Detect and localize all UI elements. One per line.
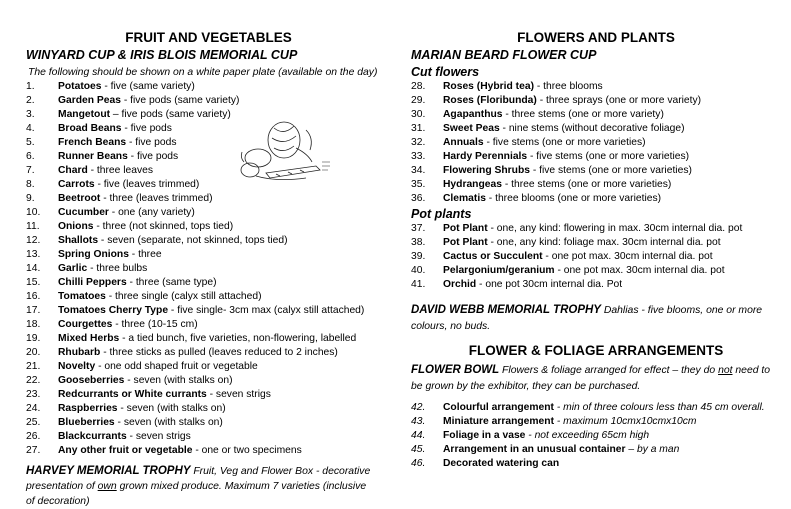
item-text (443, 178, 671, 192)
item-number: 7. (26, 165, 35, 176)
item-text (58, 192, 213, 206)
item-description: - not exceeding 65cm high (525, 430, 650, 441)
list-item (26, 136, 391, 150)
item-number: 6. (26, 151, 35, 162)
item-number: 23. (26, 389, 41, 400)
item-text (58, 80, 195, 94)
item-label: Mixed Herbs (58, 333, 120, 344)
item-label: Annuals (443, 137, 484, 148)
item-label: Potatoes (58, 81, 102, 92)
item-number: 35. (411, 179, 426, 190)
item-text (443, 136, 646, 150)
list-item (26, 318, 391, 332)
item-description: - one or two specimens (192, 445, 302, 456)
list-item (26, 164, 391, 178)
item-description: – five pods (same variety) (110, 109, 231, 120)
item-label: Any other fruit or vegetable (58, 445, 193, 456)
item-label: Cactus or Succulent (443, 251, 543, 262)
item-label: Runner Beans (58, 151, 128, 162)
arrangements-title: FLOWER & FOLIAGE ARRANGEMENTS (468, 343, 724, 358)
item-number: 39. (411, 251, 426, 262)
item-label: Hydrangeas (443, 179, 502, 190)
vegetable-basket-sketch-icon (236, 118, 334, 184)
item-number: 44. (411, 430, 426, 441)
david-webb-trophy-title: DAVID WEBB MEMORIAL TROPHY (411, 304, 601, 316)
item-description: - three (leaves trimmed) (100, 193, 213, 204)
item-description: - five stems (one or more varieties) (483, 137, 646, 148)
list-item (26, 276, 391, 290)
item-number: 19. (26, 333, 41, 344)
item-label: Novelty (58, 361, 96, 372)
item-label: Gooseberries (58, 375, 125, 386)
item-text (443, 108, 664, 122)
list-item (411, 222, 781, 236)
item-label: Spring Onions (58, 249, 129, 260)
item-text (443, 415, 696, 429)
flower-bowl-title: FLOWER BOWL (411, 364, 500, 376)
item-number: 18. (26, 319, 41, 330)
item-number: 40. (411, 265, 426, 276)
item-description: - three single (calyx still attached) (105, 291, 262, 302)
item-label: Blueberries (58, 417, 115, 428)
flower-bowl-text-end: need to be grown by the exhibitor, they can be purchased. (411, 365, 771, 392)
list-item (26, 178, 391, 192)
harvey-trophy-text-end: grown mixed produce. Maximum 7 varieties (inclusive of decoration) (26, 481, 367, 507)
list-item (411, 457, 781, 471)
item-label: Pelargonium/geranium (443, 265, 555, 276)
item-description: - three blooms (534, 81, 603, 92)
item-number: 25. (26, 417, 41, 428)
item-number: 31. (411, 123, 426, 134)
list-item (411, 415, 781, 429)
item-description: - seven (with stalks on) (124, 375, 233, 386)
list-item (411, 250, 781, 264)
item-description: – by a man (625, 444, 680, 455)
item-number: 24. (26, 403, 41, 414)
item-description: - three leaves (87, 165, 153, 176)
item-label: Chilli Peppers (58, 277, 127, 288)
item-label: Redcurrants or White currants (58, 389, 207, 400)
item-text (58, 290, 262, 304)
list-item (26, 108, 391, 122)
list-item (26, 80, 391, 94)
list-item (26, 220, 391, 234)
list-item (411, 122, 781, 136)
item-label: Pot Plant (443, 223, 488, 234)
item-label: Rhubarb (58, 347, 101, 358)
item-number: 46. (411, 458, 426, 469)
list-item (411, 264, 781, 278)
item-label: Arrangement in an unusual container (443, 444, 626, 455)
item-description: - three (10-15 cm) (112, 319, 198, 330)
item-label: Roses (443, 81, 474, 92)
item-description: - one odd shaped fruit or vegetable (95, 361, 258, 372)
item-description: - maximum 10cmx10cmx10cm (554, 416, 697, 427)
item-number: 37. (411, 223, 426, 234)
item-text (443, 222, 742, 236)
item-label: Shallots (58, 235, 99, 246)
list-item (26, 304, 391, 318)
item-label: Agapanthus (443, 109, 503, 120)
item-label: Flowering Shrubs (443, 165, 530, 176)
item-description: - one (any variety) (108, 207, 195, 218)
item-text (58, 332, 356, 346)
item-text (58, 206, 195, 220)
fruit-veg-list (26, 80, 391, 458)
item-number: 41. (411, 279, 426, 290)
item-text (58, 360, 258, 374)
item-number: 3. (26, 109, 35, 120)
item-number: 8. (26, 179, 35, 190)
item-number: 5. (26, 137, 35, 148)
item-description: - nine stems (without decorative foliage) (499, 123, 685, 134)
item-text (58, 136, 176, 150)
item-label: Chard (58, 165, 88, 176)
item-description: - three stems (one or more varieties) (501, 179, 672, 190)
item-label: Decorated watering can (443, 458, 560, 469)
item-description: - three (not skinned, tops tied) (93, 221, 234, 232)
flower-bowl-underlined: not (718, 365, 733, 376)
item-number: 16. (26, 291, 41, 302)
item-label: Sweet Peas (443, 123, 500, 134)
item-text (443, 122, 685, 136)
item-text (58, 220, 233, 234)
item-description: - three (128, 249, 162, 260)
list-item (411, 401, 781, 415)
item-text (443, 443, 679, 457)
list-item (411, 192, 781, 206)
item-text (443, 150, 689, 164)
item-number: 42. (411, 402, 426, 413)
list-item (26, 192, 391, 206)
item-text (58, 444, 302, 458)
list-item (26, 332, 391, 346)
item-text (443, 164, 692, 178)
item-text (58, 150, 178, 164)
item-variety: Floribunda (480, 95, 534, 106)
item-text (58, 402, 226, 416)
item-description: - five stems (one or more varieties) (529, 165, 692, 176)
david-webb-trophy (411, 302, 766, 335)
item-text: Roses (Hybrid tea) - three blooms (443, 81, 603, 92)
item-description: - three stems (one or more variety) (502, 109, 664, 120)
item-text (58, 374, 233, 388)
item-description: - seven strigs (126, 431, 191, 442)
list-item (26, 150, 391, 164)
item-label: Carrots (58, 179, 95, 190)
item-text (58, 108, 231, 122)
item-label: Tomatoes (58, 291, 106, 302)
list-item (26, 234, 391, 248)
item-label: Cucumber (58, 207, 109, 218)
item-number: 21. (26, 361, 41, 372)
item-text (443, 192, 661, 206)
item-number: 11. (26, 221, 40, 232)
item-label: Raspberries (58, 403, 118, 414)
list-item (411, 80, 781, 94)
item-description: - seven (with stalks on) (114, 417, 223, 428)
item-label: Colourful arrangement (443, 402, 554, 413)
item-number: 9. (26, 193, 35, 204)
item-label: Miniature arrangement (443, 416, 555, 427)
item-label: Broad Beans (58, 123, 122, 134)
item-text (58, 248, 162, 262)
item-number: 17. (26, 305, 41, 316)
item-description: - five pods (121, 123, 172, 134)
item-description: - five pods (126, 137, 177, 148)
pot-plants-heading: Pot plants (411, 207, 472, 221)
flowers-plants-title: FLOWERS AND PLANTS (517, 30, 675, 45)
item-description: - three blooms (one or more varieties) (485, 193, 662, 204)
item-description: - one, any kind: foliage max. 30cm internal dia. pot (487, 237, 721, 248)
item-description: - seven (separate, not skinned, tops tied) (98, 235, 288, 246)
list-item (26, 388, 391, 402)
list-item (411, 94, 781, 108)
item-label: Pot Plant (443, 237, 488, 248)
cut-flowers-heading: Cut flowers (411, 65, 480, 79)
list-item (26, 430, 391, 444)
item-description: - a tied bunch, five varieties, non-flowering, labelled (119, 333, 357, 344)
list-item (411, 278, 781, 292)
item-number: 38. (411, 237, 426, 248)
item-number: 45. (411, 444, 426, 455)
item-description: - three (same type) (126, 277, 217, 288)
item-text (58, 234, 288, 248)
item-label: Tomatoes Cherry Type (58, 305, 169, 316)
item-number: 1. (26, 81, 35, 92)
item-label: Garden Peas (58, 95, 121, 106)
item-description: - seven (with stalks on) (117, 403, 226, 414)
item-text (58, 304, 364, 318)
item-description: - one pot max. 30cm internal dia. pot (554, 265, 725, 276)
item-label: French Beans (58, 137, 127, 148)
item-variety: Hybrid tea (480, 81, 531, 92)
item-number: 29. (411, 95, 426, 106)
item-number: 4. (26, 123, 35, 134)
pot-plants-list (411, 222, 781, 292)
item-number: 10. (26, 207, 41, 218)
item-text (443, 250, 713, 264)
item-description: - five (same variety) (101, 81, 195, 92)
list-item (411, 236, 781, 250)
list-item (26, 290, 391, 304)
fruit-veg-column (26, 0, 391, 509)
item-text (443, 401, 765, 415)
item-label: Courgettes (58, 319, 113, 330)
item-text (443, 429, 649, 443)
item-number: 27. (26, 445, 41, 456)
list-item (26, 262, 391, 276)
list-item (411, 178, 781, 192)
item-text (58, 430, 191, 444)
item-text (58, 276, 217, 290)
item-text (58, 122, 172, 136)
item-description: - five pods (same variety) (120, 95, 240, 106)
item-number: 20. (26, 347, 41, 358)
item-text (443, 278, 622, 292)
item-number: 32. (411, 137, 426, 148)
winyard-cup-title: WINYARD CUP & IRIS BLOIS MEMORIAL CUP (26, 48, 298, 62)
list-item (26, 444, 391, 458)
item-number: 30. (411, 109, 426, 120)
harvey-trophy-text: Fruit, Veg and Flower Box - decorative presentation of (26, 466, 371, 492)
list-item (411, 429, 781, 443)
marian-beard-cup-title: MARIAN BEARD FLOWER CUP (411, 48, 597, 62)
cut-flowers-list (411, 80, 781, 206)
item-label: Roses (443, 95, 474, 106)
list-item (411, 150, 781, 164)
list-item (26, 374, 391, 388)
item-label: Beetroot (58, 193, 101, 204)
david-webb-trophy-text: Dahlias - five blooms, one or more colours, no buds. (411, 305, 763, 332)
flowers-plants-column (411, 0, 781, 471)
item-number: 14. (26, 263, 41, 274)
item-text (443, 236, 721, 250)
list-item (26, 94, 391, 108)
item-text (58, 318, 198, 332)
item-description: - one, any kind: flowering in max. 30cm internal dia. pot (487, 223, 743, 234)
item-text (58, 346, 338, 360)
list-item (411, 443, 781, 457)
item-label: Orchid (443, 279, 477, 290)
item-description: - three bulbs (87, 263, 148, 274)
list-item (26, 122, 391, 136)
list-item (26, 248, 391, 262)
item-number: 36. (411, 193, 426, 204)
item-text (58, 94, 239, 108)
item-label: Garlic (58, 263, 88, 274)
item-description: - min of three colours less than 45 cm overall. (554, 402, 765, 413)
item-number: 2. (26, 95, 35, 106)
item-description: - five stems (one or more varieties) (527, 151, 690, 162)
item-text (58, 388, 271, 402)
item-description: - five pods (127, 151, 179, 162)
item-label: Onions (58, 221, 94, 232)
list-item (411, 108, 781, 122)
flower-bowl-text: Flowers & foliage arranged for effect – they do (499, 365, 719, 376)
item-number: 26. (26, 431, 41, 442)
item-number: 33. (411, 151, 426, 162)
item-description: - one pot 30cm internal dia. Pot (476, 279, 623, 290)
harvey-trophy-underlined: own (97, 481, 117, 492)
item-number: 22. (26, 375, 41, 386)
list-item (411, 164, 781, 178)
harvey-trophy-title: HARVEY MEMORIAL TROPHY (26, 465, 191, 477)
item-label: Hardy Perennials (443, 151, 528, 162)
plate-instruction: The following should be shown on a white paper plate (available on the day) (28, 67, 378, 78)
list-item (26, 206, 391, 220)
item-description: - one pot max. 30cm internal dia. pot (542, 251, 713, 262)
list-item (26, 360, 391, 374)
list-item (411, 136, 781, 150)
item-label: Foliage in a vase (443, 430, 526, 441)
harvey-trophy (26, 464, 376, 509)
item-description: - three sticks as pulled (leaves reduced to 2 inches) (100, 347, 338, 358)
item-description: - five single- 3cm max (calyx still attached) (168, 305, 365, 316)
item-description: - seven strigs (206, 389, 271, 400)
item-text (443, 264, 725, 278)
item-number: 15. (26, 277, 41, 288)
list-item (26, 402, 391, 416)
flower-bowl (411, 362, 776, 395)
item-text (58, 164, 153, 178)
item-text (58, 416, 223, 430)
arrangements-list (411, 401, 781, 471)
item-number: 12. (26, 235, 41, 246)
item-number: 34. (411, 165, 426, 176)
item-text (443, 457, 559, 471)
item-label: Clematis (443, 193, 486, 204)
item-label: Blackcurrants (58, 431, 127, 442)
list-item (26, 346, 391, 360)
item-number: 13. (26, 249, 41, 260)
fruit-veg-title: FRUIT AND VEGETABLES (125, 30, 292, 45)
item-description: - five (leaves trimmed) (94, 179, 200, 190)
item-text: Roses (Floribunda) - three sprays (one or more variety) (443, 95, 702, 106)
item-number: 43. (411, 416, 426, 427)
item-text (58, 262, 147, 276)
list-item (26, 416, 391, 430)
item-label: Mangetout (58, 109, 111, 120)
item-number: 28. (411, 81, 426, 92)
item-description: - three sprays (one or more variety) (536, 95, 702, 106)
item-text (58, 178, 199, 192)
